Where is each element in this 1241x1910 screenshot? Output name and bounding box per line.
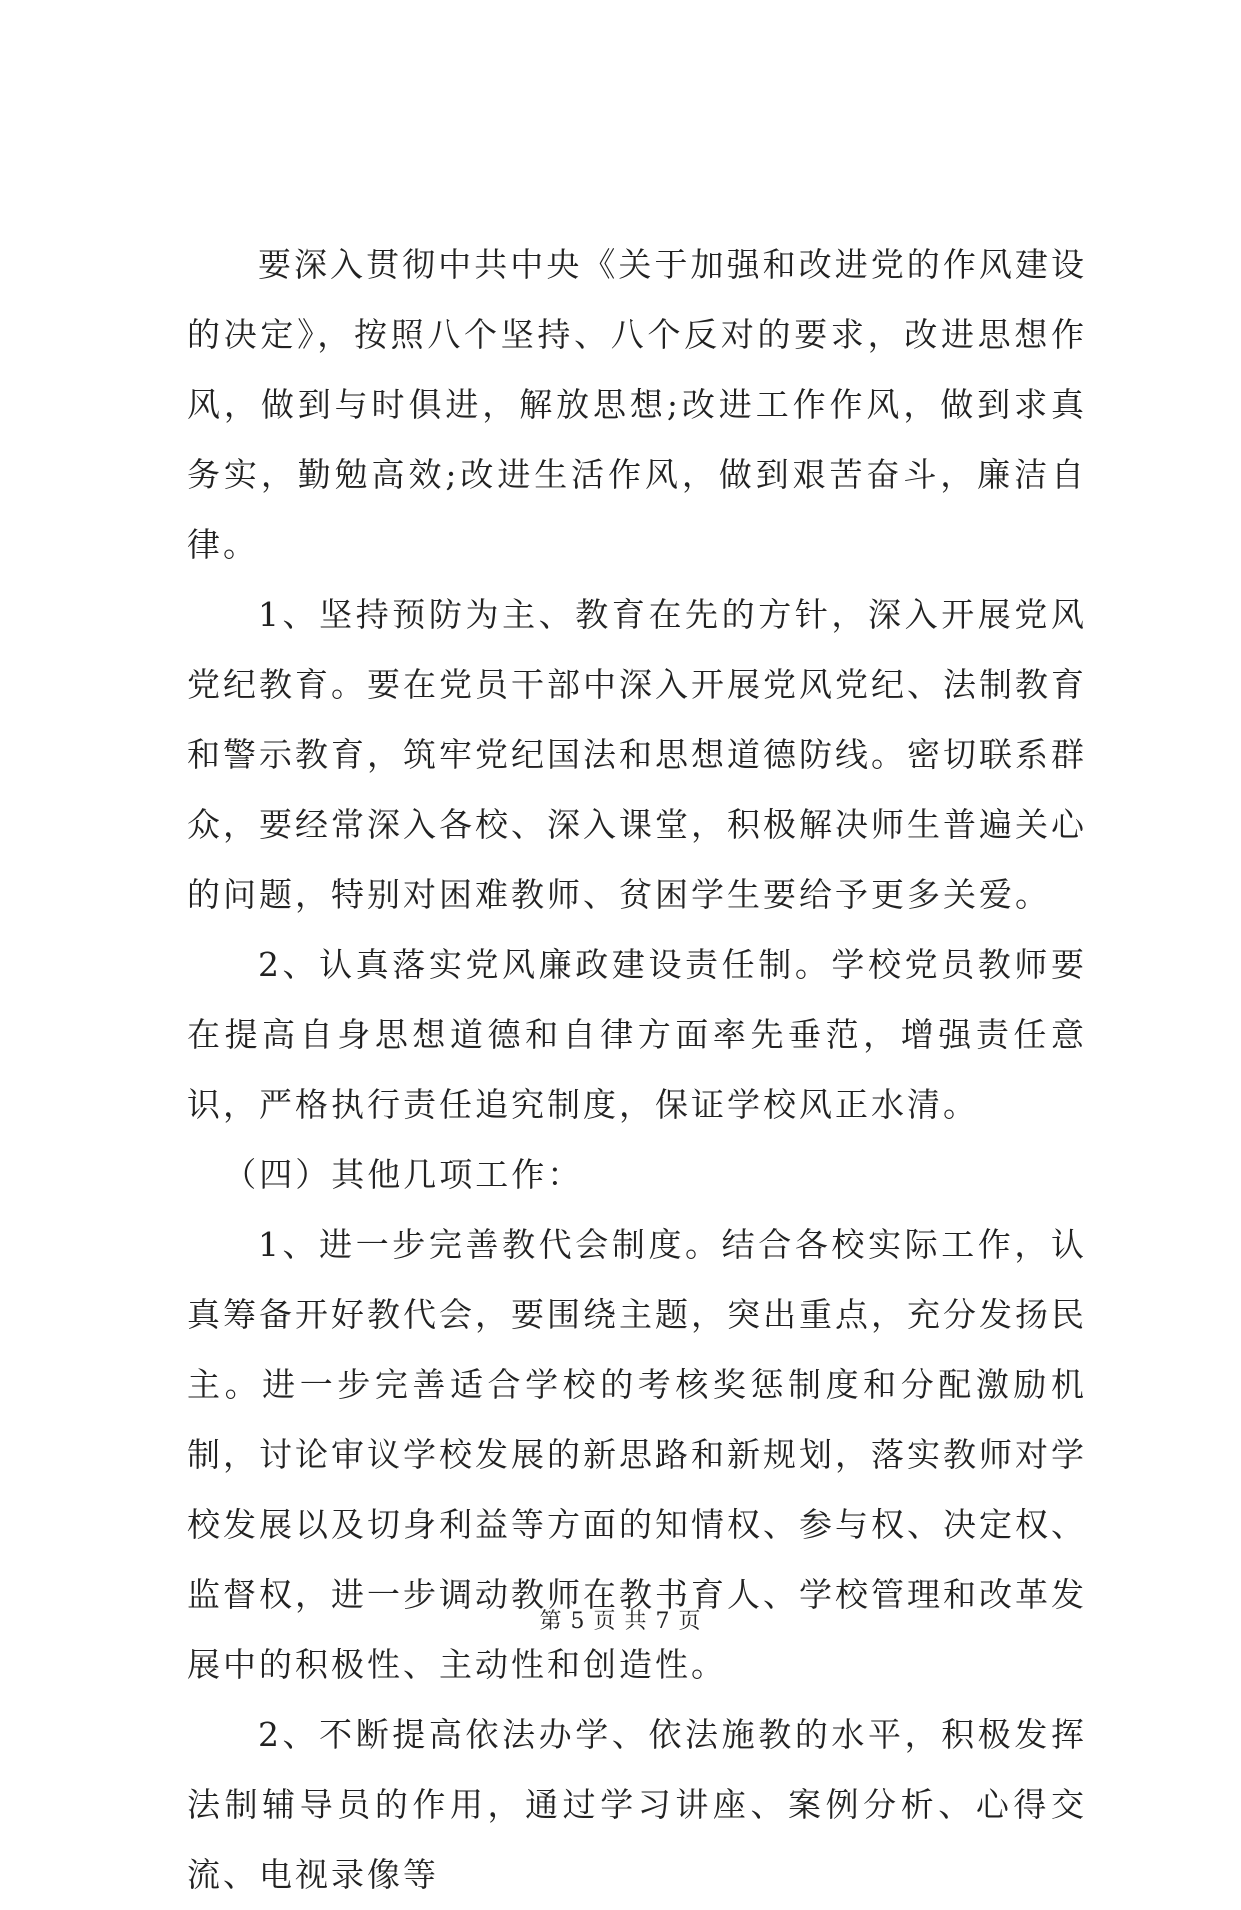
page-footer bbox=[0, 1604, 1241, 1635]
paragraph-item-1: 1、坚持预防为主、教育在先的方针，深入开展党风党纪教育。要在党员干部中深入开展党风党纪、法制教育和警示教育，筑牢党纪国法和思想道德防线。密切联系群众，要经常深入各校、深入课堂，积极解决师生普遍关心的问题，特别对困难教师、贫困学生要给予更多关爱。 bbox=[187, 595, 1087, 914]
paragraph-item-2: 2、认真落实党风廉政建设责任制。学校党员教师要在提高自身思想道德和自律方面率先垂范，增强责任意识，严格执行责任追究制度，保证学校风正水清。 bbox=[187, 945, 1087, 1124]
section-heading-4: （四）其他几项工作： bbox=[223, 1155, 584, 1194]
paragraph-section-4-item-1: 1、进一步完善教代会制度。结合各校实际工作，认真筹备开好教代会，要围绕主题，突出重点，充分发扬民主。进一步完善适合学校的考核奖惩制度和分配激励机制，讨论审议学校发展的新思路和新规划，落实教师对学校发展以及切身利益等方面的知情权、参与权、决定权、监督权，进一步调动教师在教书育人、学校管理和改革发展中的积极性、主动性和创造性。 bbox=[187, 1225, 1087, 1684]
paragraph-intro: 要深入贯彻中共中央《关于加强和改进党的作风建设的决定》，按照八个坚持、八个反对的要求，改进思想作风，做到与时俱进，解放思想;改进工作作风，做到求真务实，勤勉高效;改进生活作风，做到艰苦奋斗，廉洁自律。 bbox=[187, 245, 1087, 564]
paragraph-section-4-item-2: 2、不断提高依法办学、依法施教的水平，积极发挥法制辅导员的作用，通过学习讲座、案例分析、心得交流、电视录像等 bbox=[187, 1715, 1087, 1894]
page-number-label: 第 5 页 共 7 页 bbox=[539, 1609, 702, 1634]
document-body bbox=[187, 230, 1087, 1910]
